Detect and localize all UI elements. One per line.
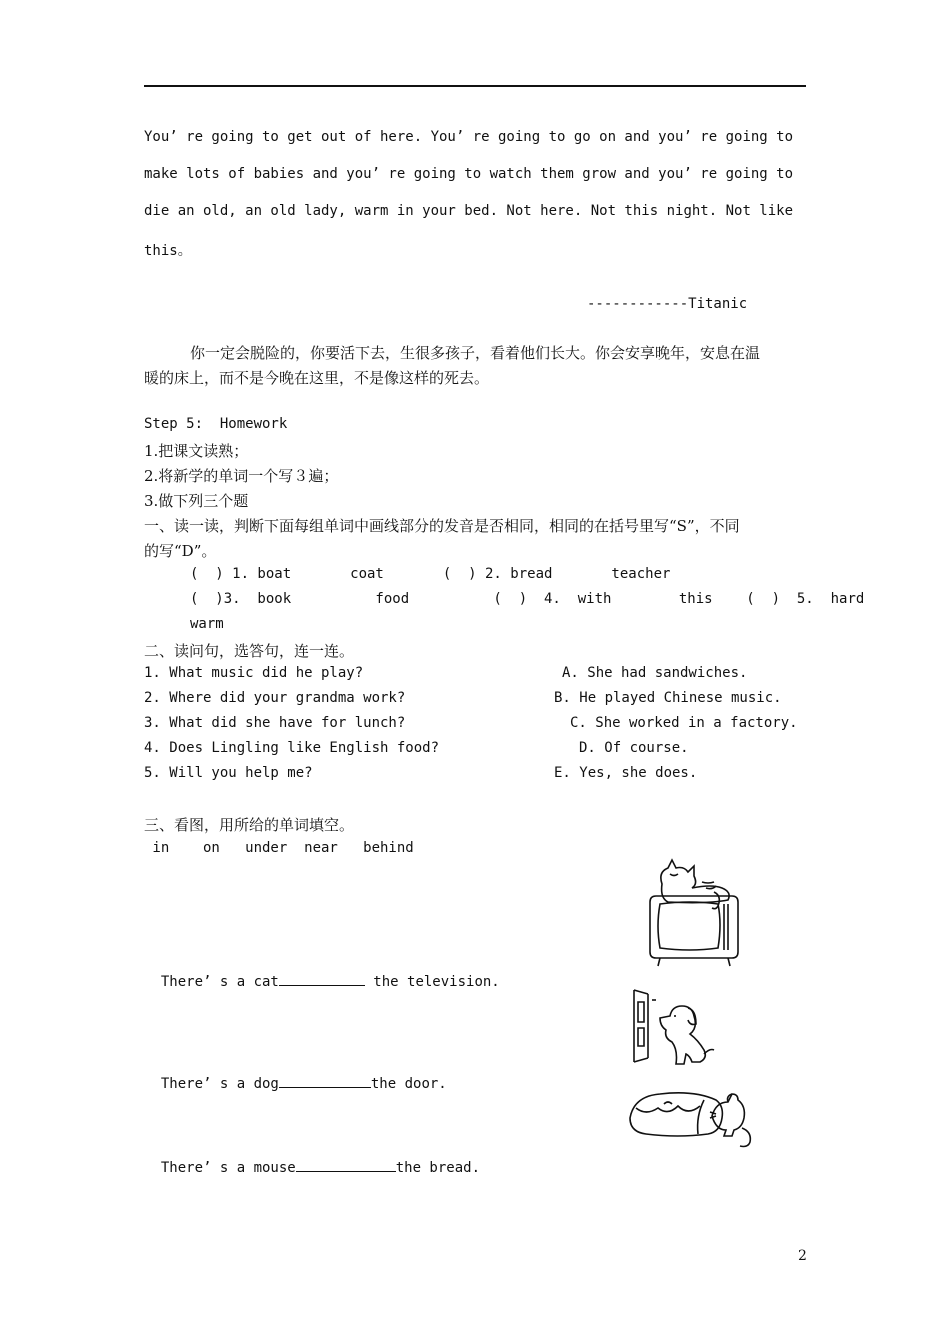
fill-sentence-cat bbox=[144, 955, 500, 990]
question-4: 4. Does Lingling like English food? bbox=[144, 740, 440, 756]
mouse-bread-illustration bbox=[624, 1084, 756, 1154]
part2-instruction: 二、读问句，选答句，连一连。 bbox=[144, 642, 355, 660]
question-3: 3. What did she have for lunch? bbox=[144, 715, 406, 731]
answer-e: E. Yes, she does. bbox=[554, 765, 698, 781]
question-5: 5. Will you help me? bbox=[144, 765, 313, 781]
part1-instruction-line-1: 一、读一读，判断下面每组单词中画线部分的发音是否相同，相同的在括号里写“S”，不同 bbox=[144, 517, 740, 535]
sentence-end: the bread. bbox=[395, 1160, 481, 1176]
header-rule bbox=[144, 85, 806, 87]
answer-b: B. He played Chinese music. bbox=[554, 690, 782, 706]
word-bank: in on under near behind bbox=[144, 840, 414, 856]
question-2: 2. Where did your grandma work? bbox=[144, 690, 406, 706]
dog-by-door-illustration bbox=[630, 988, 724, 1066]
homework-item-1: 1.把课文读熟； bbox=[144, 442, 249, 460]
homework-item-2: 2.将新学的单词一个写３遍； bbox=[144, 467, 339, 485]
answer-a: A. She had sandwiches. bbox=[562, 665, 748, 681]
sentence-end: the door. bbox=[370, 1076, 447, 1092]
part1-row-1: ( ) 1. boat coat ( ) 2. bread teacher bbox=[190, 566, 671, 582]
part1-row-2: ( )3. book food ( ) 4. with this ( ) 5. hard bbox=[190, 591, 865, 607]
sentence-start: There’ s a cat bbox=[160, 974, 279, 990]
answer-d: D. Of course. bbox=[579, 740, 689, 756]
page-number: 2 bbox=[798, 1248, 807, 1264]
cat-on-tv-illustration bbox=[640, 858, 748, 968]
part1-row-3: warm bbox=[190, 616, 224, 632]
quote-line-4: this。 bbox=[144, 243, 192, 259]
sentence-start: There’ s a dog bbox=[160, 1076, 279, 1092]
answer-c: C. She worked in a factory. bbox=[570, 715, 798, 731]
answer-blank[interactable] bbox=[279, 971, 365, 986]
question-1: 1. What music did he play? bbox=[144, 665, 364, 681]
part3-instruction: 三、看图，用所给的单词填空。 bbox=[144, 816, 355, 834]
quote-source: ------------Titanic bbox=[587, 296, 748, 312]
translation-line-2: 暖的床上，而不是今晚在这里，不是像这样的死去。 bbox=[144, 369, 490, 387]
quote-line-3: die an old, an old lady, warm in your bed. Not here. Not this night. Not like bbox=[144, 203, 794, 219]
translation-line-1: 你一定会脱险的，你要活下去，生很多孩子，看着他们长大。你会安享晚年，安息在温 bbox=[190, 344, 761, 362]
answer-blank[interactable] bbox=[279, 1073, 371, 1088]
sentence-start: There’ s a mouse bbox=[160, 1160, 296, 1176]
answer-blank[interactable] bbox=[296, 1157, 396, 1172]
sentence-end: the television. bbox=[364, 974, 500, 990]
homework-heading: Step 5: Homework bbox=[144, 416, 288, 432]
fill-sentence-dog bbox=[144, 1057, 447, 1092]
fill-sentence-mouse bbox=[144, 1141, 480, 1176]
quote-line-1: You’ re going to get out of here. You’ re going to go on and you’ re going to bbox=[144, 129, 794, 145]
homework-item-3: 3.做下列三个题 bbox=[144, 492, 249, 510]
part1-instruction-line-2: 的写“D”。 bbox=[144, 542, 217, 560]
quote-line-2: make lots of babies and you’ re going to watch them grow and you’ re going to bbox=[144, 166, 794, 182]
